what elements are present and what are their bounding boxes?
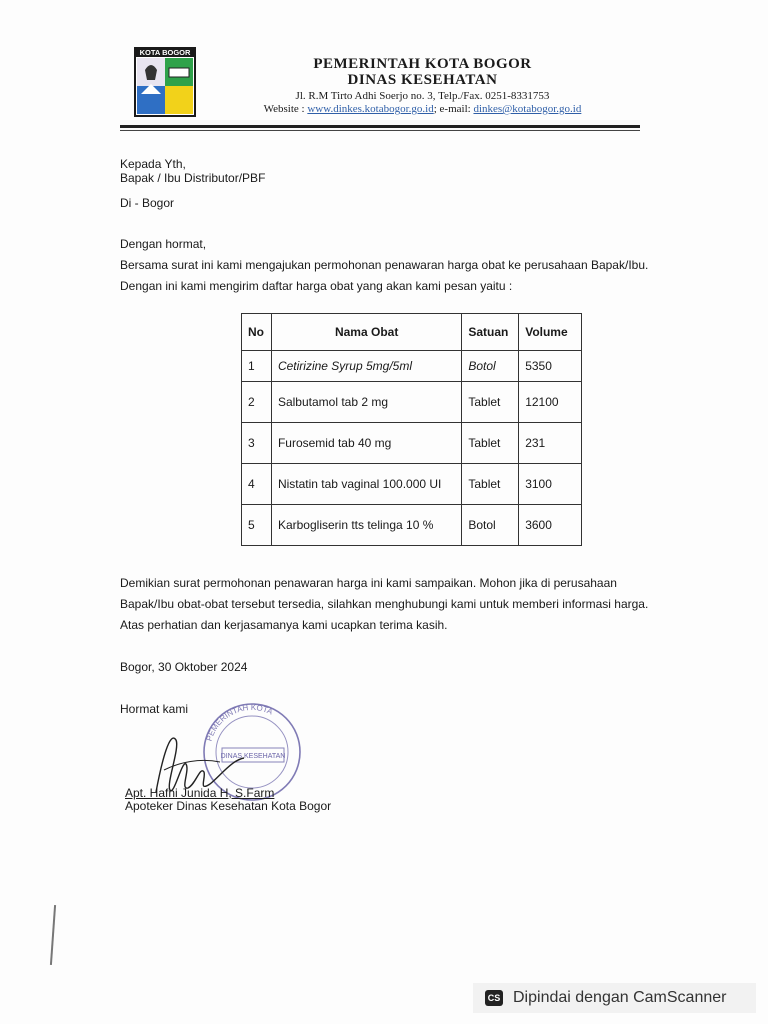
letterhead (215, 56, 630, 116)
cell-no: 2 (242, 382, 272, 423)
table-row (242, 423, 582, 464)
letterhead-rule-thick (120, 125, 640, 128)
cell-name: Salbutamol tab 2 mg (271, 382, 461, 423)
signer-title: Apoteker Dinas Kesehatan Kota Bogor (125, 799, 332, 813)
website-label: Website : (263, 103, 308, 115)
cell-name: Nistatin tab vaginal 100.000 UI (271, 464, 461, 505)
government-title: PEMERINTAH KOTA BOGOR (313, 56, 532, 72)
signer-name: Apt. Hafni Junida H, S.Farm (125, 786, 275, 800)
contact-line (215, 103, 630, 116)
cell-no: 4 (242, 464, 272, 505)
email-link[interactable]: dinkes@kotabogor.go.id (473, 103, 582, 115)
website-link[interactable]: www.dinkes.kotabogor.go.id (307, 103, 434, 115)
sign-off: Hormat kami (120, 702, 189, 716)
intro-line-2: Dengan ini kami mengirim daftar harga obat yang akan kami pesan yaitu : (120, 279, 513, 293)
table-row (242, 351, 582, 382)
cell-volume: 5350 (519, 351, 582, 382)
header-volume: Volume (519, 314, 582, 351)
camscanner-icon: CS (485, 990, 503, 1006)
agency-title: DINAS KESEHATAN (347, 72, 498, 88)
recipient-line-2: Bapak / Ibu Distributor/PBF (120, 171, 266, 185)
cell-volume: 3600 (519, 505, 582, 546)
stamp-outer-text: PEMERINTAH KOTA (204, 702, 275, 743)
table-row (242, 505, 582, 546)
cell-unit: Botol (462, 351, 519, 382)
handwritten-signature (156, 738, 244, 792)
cell-no: 3 (242, 423, 272, 464)
cell-name: Furosemid tab 40 mg (271, 423, 461, 464)
scanner-watermark (473, 983, 756, 1013)
closing-line-1: Demikian surat permohonan penawaran harga ini kami sampaikan. Mohon jika di perusahaan (120, 576, 617, 590)
cell-unit: Tablet (462, 464, 519, 505)
letterhead-rule-thin (120, 130, 640, 131)
table-header-row (242, 314, 582, 351)
closing-line-2: Bapak/Ibu obat-obat tersebut tersedia, silahkan menghubungi kami untuk memberi informasi harga. (120, 597, 649, 611)
paper-edge-mark (50, 905, 56, 965)
cell-unit: Botol (462, 505, 519, 546)
closing-line-3: Atas perhatian dan kerjasamanya kami ucapkan terima kasih. (120, 618, 448, 632)
cell-unit: Tablet (462, 423, 519, 464)
cell-unit: Tablet (462, 382, 519, 423)
greeting: Dengan hormat, (120, 237, 207, 251)
table-row (242, 382, 582, 423)
cell-no: 1 (242, 351, 272, 382)
address-line: Jl. R.M Tirto Adhi Soerjo no. 3, Telp./Fax. 0251-8331753 (295, 90, 550, 102)
header-name: Nama Obat (271, 314, 461, 351)
header-unit: Satuan (462, 314, 519, 351)
cell-name: Karbogliserin tts telinga 10 % (271, 505, 461, 546)
table-row (242, 464, 582, 505)
header-no: No (242, 314, 272, 351)
logo-text: KOTA BOGOR (139, 48, 191, 57)
medicine-table (241, 313, 582, 546)
stamp-inner-text: DINAS KESEHATAN (220, 753, 286, 760)
cell-volume: 231 (519, 423, 582, 464)
cell-name: Cetirizine Syrup 5mg/5ml (271, 351, 461, 382)
cell-no: 5 (242, 505, 272, 546)
recipient-place: Di - Bogor (120, 196, 175, 210)
recipient-line-1: Kepada Yth, (120, 157, 186, 171)
scanner-text: Dipindai dengan CamScanner (513, 989, 727, 1006)
cell-volume: 3100 (519, 464, 582, 505)
kota-bogor-logo (133, 46, 197, 118)
letter-date: Bogor, 30 Oktober 2024 (120, 660, 248, 674)
email-label: ; e-mail: (433, 103, 474, 115)
intro-line-1: Bersama surat ini kami mengajukan permohonan penawaran harga obat ke perusahaan Bapak/Ibu. (120, 258, 649, 272)
cell-volume: 12100 (519, 382, 582, 423)
svg-text:PEMERINTAH KOTA (205, 703, 275, 742)
